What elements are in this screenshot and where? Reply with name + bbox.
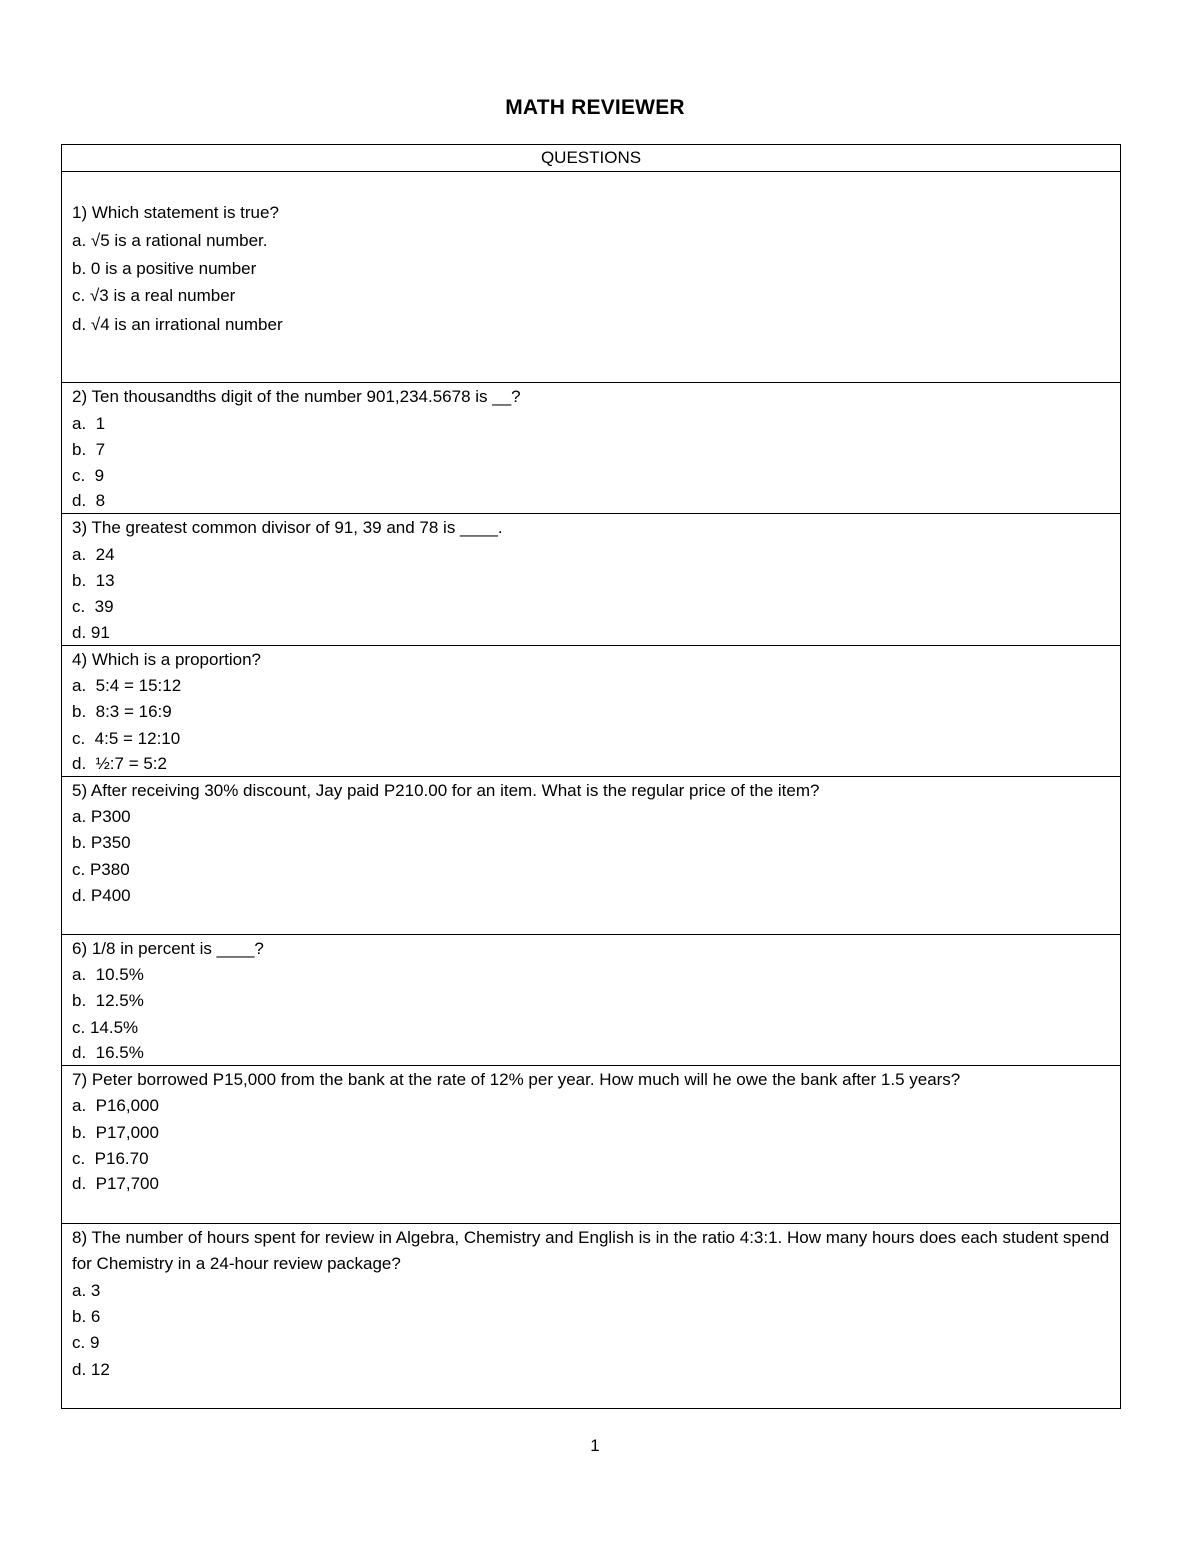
option-d: d. 12 (72, 1359, 110, 1379)
question-text: 6) 1/8 in percent is ____? (72, 938, 264, 958)
page-number: 1 (590, 1436, 600, 1455)
option-a: a. √5 is a rational number. (72, 230, 268, 250)
question-text: 5) After receiving 30% discount, Jay paid P210.00 for an item. What is the regular price of the item? (72, 780, 820, 800)
option-b: b. 7 (72, 439, 106, 459)
option-a: a. 24 (72, 544, 115, 564)
option-d: d. P17,700 (72, 1174, 159, 1194)
option-d: d. √4 is an irrational number (72, 314, 283, 334)
question-row (62, 1066, 1121, 1224)
option-a: a. 3 (72, 1280, 101, 1300)
option-d: d. ½:7 = 5:2 (72, 753, 167, 773)
questions-table (61, 144, 1121, 1409)
table-header: QUESTIONS (62, 145, 1121, 172)
question-row (62, 514, 1121, 645)
question-row (62, 934, 1121, 1065)
question-row (62, 645, 1121, 776)
option-d: d. 91 (72, 622, 110, 642)
table-header-row (62, 145, 1121, 172)
option-a: a. 10.5% (72, 965, 144, 985)
option-b: b. 13 (72, 571, 115, 591)
question-text: 4) Which is a proportion? (72, 649, 261, 669)
option-c: c. 39 (72, 597, 114, 617)
question-row (62, 1224, 1121, 1409)
question-text: 3) The greatest common divisor of 91, 39 and 78 is ____. (72, 518, 503, 538)
question-cell-8 (62, 1224, 1121, 1409)
option-a: a. P16,000 (72, 1096, 159, 1116)
option-b: b. 6 (72, 1306, 101, 1326)
question-row (62, 383, 1121, 514)
question-cell-2 (62, 383, 1121, 514)
option-b: b. 8:3 = 16:9 (72, 702, 172, 722)
option-c: c. P380 (72, 859, 130, 879)
option-a: a. 5:4 = 15:12 (72, 675, 182, 695)
question-cell-5 (62, 776, 1121, 934)
option-d: d. 8 (72, 491, 106, 511)
question-cell-1 (62, 172, 1121, 383)
question-cell-4 (62, 645, 1121, 776)
option-c: c. √3 is a real number (72, 285, 236, 305)
question-text: 1) Which statement is true? (72, 203, 279, 223)
option-c: c. 4:5 = 12:10 (72, 728, 181, 748)
option-d: d. 16.5% (72, 1043, 144, 1063)
question-row (62, 776, 1121, 934)
question-text: 2) Ten thousandths digit of the number 901,234.5678 is __? (72, 387, 521, 407)
option-b: b. 12.5% (72, 991, 144, 1011)
option-a: a. P300 (72, 807, 131, 827)
document-title: MATH REVIEWER (505, 96, 685, 119)
option-c: c. 9 (72, 466, 105, 486)
option-c: c. 9 (72, 1333, 100, 1353)
option-d: d. P400 (72, 886, 131, 906)
option-a: a. 1 (72, 413, 106, 433)
question-text: 7) Peter borrowed P15,000 from the bank at the rate of 12% per year. How much will he owe the bank after 1.5 years? (72, 1070, 961, 1090)
option-c: c. P16.70 (72, 1148, 149, 1168)
option-b: b. 0 is a positive number (72, 258, 257, 278)
option-c: c. 14.5% (72, 1017, 139, 1037)
question-cell-7 (62, 1066, 1121, 1224)
question-text: 8) The number of hours spent for review in Algebra, Chemistry and English is in the ratio 4:3:1. How many hours does each student spend for Chemistry in a 24-hour review package? (72, 1228, 1110, 1274)
option-b: b. P350 (72, 833, 131, 853)
question-cell-3 (62, 514, 1121, 645)
question-row (62, 172, 1121, 383)
option-b: b. P17,000 (72, 1122, 159, 1142)
question-cell-6 (62, 934, 1121, 1065)
